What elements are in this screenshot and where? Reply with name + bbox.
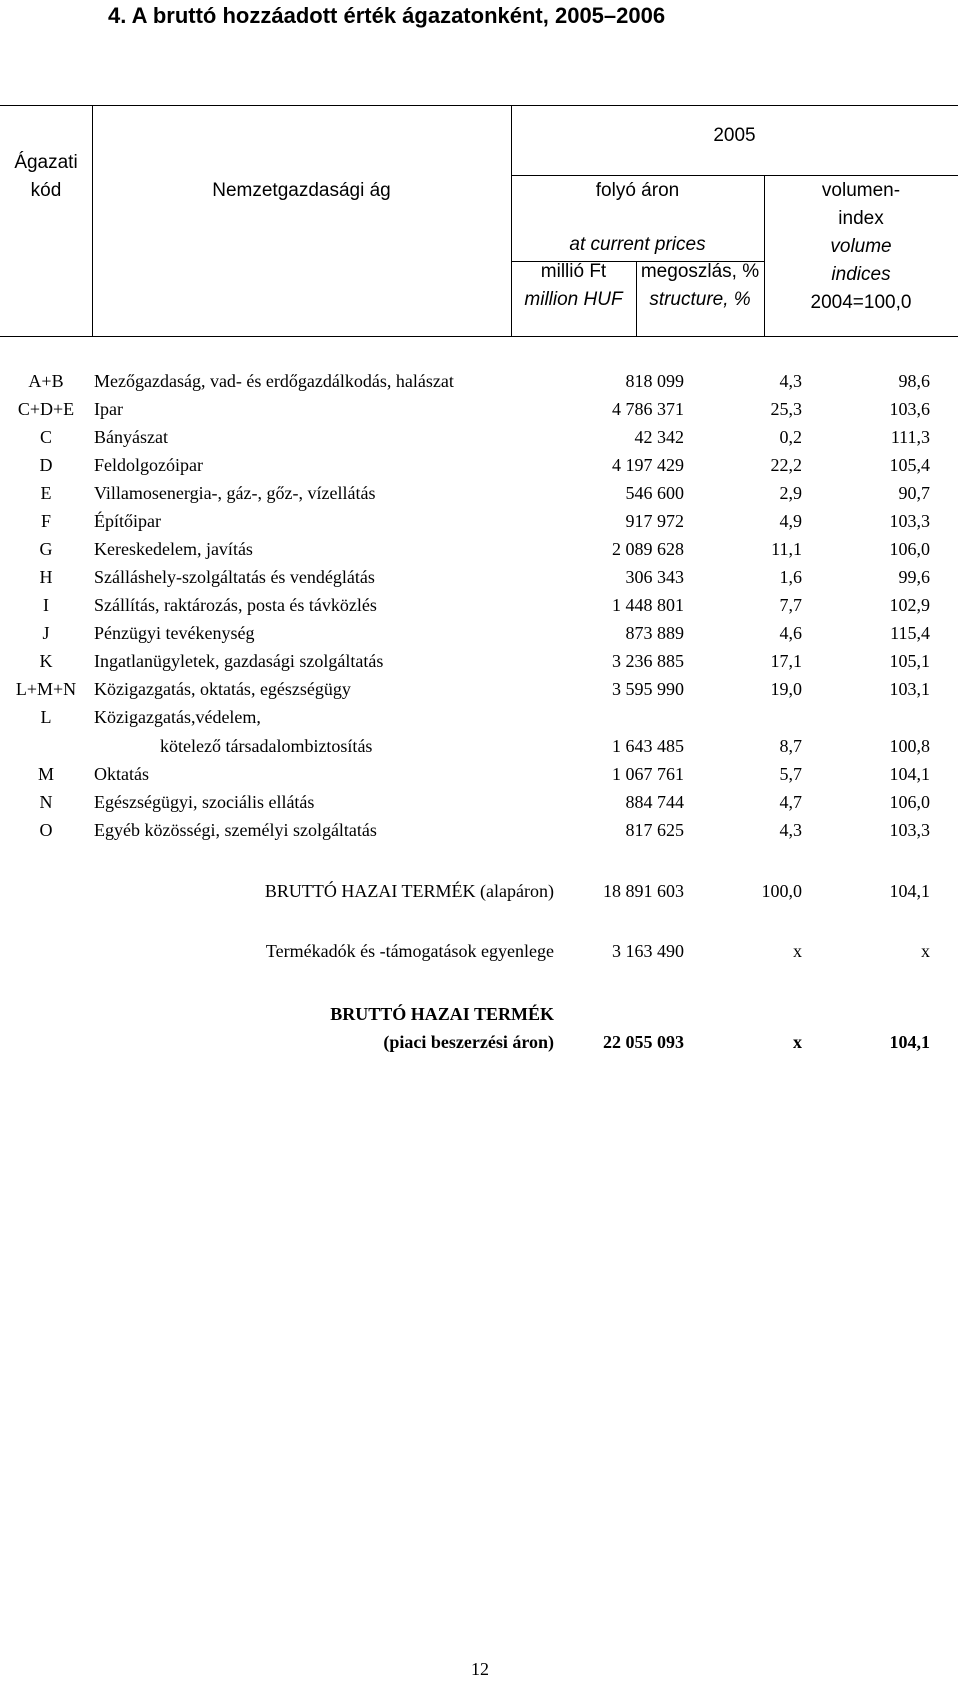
row-value: 818 099 (625, 371, 684, 391)
row-name: Ipar (94, 399, 123, 419)
row-value: 3 595 990 (612, 679, 684, 699)
row-structure: 0,2 (779, 427, 802, 447)
row-structure: 4,9 (779, 511, 802, 531)
row-value: 4 786 371 (612, 399, 684, 419)
row-structure: 5,7 (779, 764, 802, 784)
row-value: 1 448 801 (612, 595, 684, 615)
row-index: 105,4 (889, 455, 930, 475)
header-divider (511, 175, 958, 176)
row-code: N (39, 792, 53, 812)
row-value: 3 163 490 (612, 941, 684, 961)
row-code: C (39, 427, 52, 447)
taxes-label: Termékadók és -támogatások egyenlege (265, 941, 554, 961)
row-code: C+D+E (17, 399, 75, 419)
current-prices-header: folyó áron (595, 180, 680, 201)
row-name: Ingatlanügyletek, gazdasági szolgáltatás (94, 651, 384, 671)
row-name: Feldolgozóipar (94, 455, 203, 475)
row-structure: 22,2 (770, 455, 802, 475)
row-index: 98,6 (898, 371, 930, 391)
row-value: 817 625 (625, 820, 684, 840)
row-structure: 19,0 (770, 679, 802, 699)
row-name: Pénzügyi tevékenység (94, 623, 255, 643)
row-structure: x (793, 1032, 802, 1052)
row-index: 103,3 (889, 820, 930, 840)
row-structure: 4,3 (779, 371, 802, 391)
row-value: 884 744 (625, 792, 684, 812)
table-row (0, 675, 958, 704)
row-name: Közigazgatás,védelem, (94, 707, 261, 727)
row-structure: 100,0 (761, 881, 802, 901)
row-value: 306 343 (625, 567, 684, 587)
row-index: 105,1 (889, 651, 930, 671)
page-number: 12 (471, 1659, 489, 1679)
row-code: H (39, 567, 53, 587)
row-index: 111,3 (890, 427, 930, 447)
row-code: O (39, 820, 53, 840)
row-index: 103,6 (889, 399, 930, 419)
gdp-basic-row (0, 877, 958, 906)
row-structure: x (793, 941, 802, 961)
row-value: 546 600 (625, 483, 684, 503)
gdp-market-row (0, 1028, 958, 1057)
row-code: M (37, 764, 54, 784)
row-structure: 17,1 (770, 651, 802, 671)
row-structure: 25,3 (770, 399, 802, 419)
row-code: J (42, 623, 50, 643)
row-value: 42 342 (634, 427, 684, 447)
row-index: 106,0 (889, 539, 930, 559)
row-name: Villamosenergia-, gáz-, gőz-, vízellátás (94, 483, 376, 503)
row-value: 1 643 485 (612, 736, 684, 756)
row-code: D (39, 455, 53, 475)
table-row (0, 788, 958, 817)
row-structure: 4,6 (779, 623, 802, 643)
table-row (0, 479, 958, 508)
row-name: Oktatás (94, 764, 149, 784)
gdp-market-row (0, 1000, 958, 1029)
table-row (0, 423, 958, 452)
row-name: Szálláshely-szolgáltatás és vendéglátás (94, 567, 375, 587)
row-name: Közigazgatás, oktatás, egészségügy (94, 679, 351, 699)
table-row (0, 563, 958, 592)
table-row (0, 816, 958, 845)
code-header: Ágazati kód (14, 152, 78, 201)
row-name-continued: kötelező társadalombiztosítás (160, 736, 373, 756)
table-row (0, 535, 958, 564)
table-row (0, 507, 958, 536)
million-ft-header: millió Ft million HUF (524, 261, 623, 310)
page-title: 4. A bruttó hozzáadott érték ágazatonként, 2005–2006 (108, 3, 666, 28)
row-code: L (40, 707, 52, 727)
table-row (0, 451, 958, 480)
row-index: 99,6 (898, 567, 930, 587)
table-row (0, 367, 958, 396)
row-value: 4 197 429 (612, 455, 684, 475)
row-structure: 1,6 (779, 567, 802, 587)
row-value: 22 055 093 (603, 1032, 684, 1052)
row-index: 104,1 (889, 881, 930, 901)
row-value: 873 889 (625, 623, 684, 643)
table-row (0, 647, 958, 676)
row-index: 104,1 (889, 1032, 930, 1052)
structure-header: megoszlás, % structure, % (640, 261, 760, 310)
row-index: 100,8 (889, 736, 930, 756)
row-code: I (43, 595, 49, 615)
table-row (0, 619, 958, 648)
row-name: Kereskedelem, javítás (94, 539, 253, 559)
row-code: E (40, 483, 52, 503)
gdp-market-sublabel: (piaci beszerzési áron) (383, 1032, 554, 1052)
taxes-row (0, 937, 958, 966)
table-row (0, 591, 958, 620)
gdp-basic-label: BRUTTÓ HAZAI TERMÉK (alapáron) (264, 881, 554, 901)
row-index: x (921, 941, 930, 961)
row-code: F (40, 511, 51, 531)
row-index: 104,1 (889, 764, 930, 784)
row-structure: 8,7 (779, 736, 802, 756)
volume-index-header: volumen- index volume indices 2004=100,0 (810, 180, 912, 313)
row-structure: 11,1 (771, 539, 802, 559)
row-structure: 4,7 (779, 792, 802, 812)
row-name: Szállítás, raktározás, posta és távközlés (94, 595, 377, 615)
row-value: 2 089 628 (612, 539, 684, 559)
gdp-market-label: BRUTTÓ HAZAI TERMÉK (330, 1004, 554, 1024)
sector-header: Nemzetgazdasági ág (212, 180, 391, 201)
header-divider (92, 105, 93, 337)
table-row (0, 732, 958, 761)
row-index: 103,1 (889, 679, 930, 699)
row-value: 917 972 (625, 511, 684, 531)
row-name: Építőipar (94, 511, 161, 531)
row-code: L+M+N (15, 679, 77, 699)
row-name: Mezőgazdaság, vad- és erdőgazdálkodás, halászat (94, 371, 454, 391)
row-value: 3 236 885 (612, 651, 684, 671)
row-structure: 7,7 (779, 595, 802, 615)
row-structure: 2,9 (779, 483, 802, 503)
row-code: K (39, 651, 53, 671)
row-name: Egészségügyi, szociális ellátás (94, 792, 315, 812)
row-code: A+B (28, 371, 64, 391)
row-name: Bányászat (94, 427, 168, 447)
row-index: 103,3 (889, 511, 930, 531)
row-index: 115,4 (890, 623, 930, 643)
table-row (0, 395, 958, 424)
table-row (0, 760, 958, 789)
row-structure: 4,3 (779, 820, 802, 840)
current-prices-header-en: at current prices (569, 234, 706, 255)
row-value: 1 067 761 (612, 764, 684, 784)
table-row (0, 703, 958, 732)
row-index: 102,9 (889, 595, 930, 615)
row-code: G (39, 539, 53, 559)
row-name: Egyéb közösségi, személyi szolgáltatás (94, 820, 377, 840)
row-index: 90,7 (898, 483, 930, 503)
row-value: 18 891 603 (603, 881, 684, 901)
row-index: 106,0 (889, 792, 930, 812)
year-header: 2005 (713, 125, 756, 146)
